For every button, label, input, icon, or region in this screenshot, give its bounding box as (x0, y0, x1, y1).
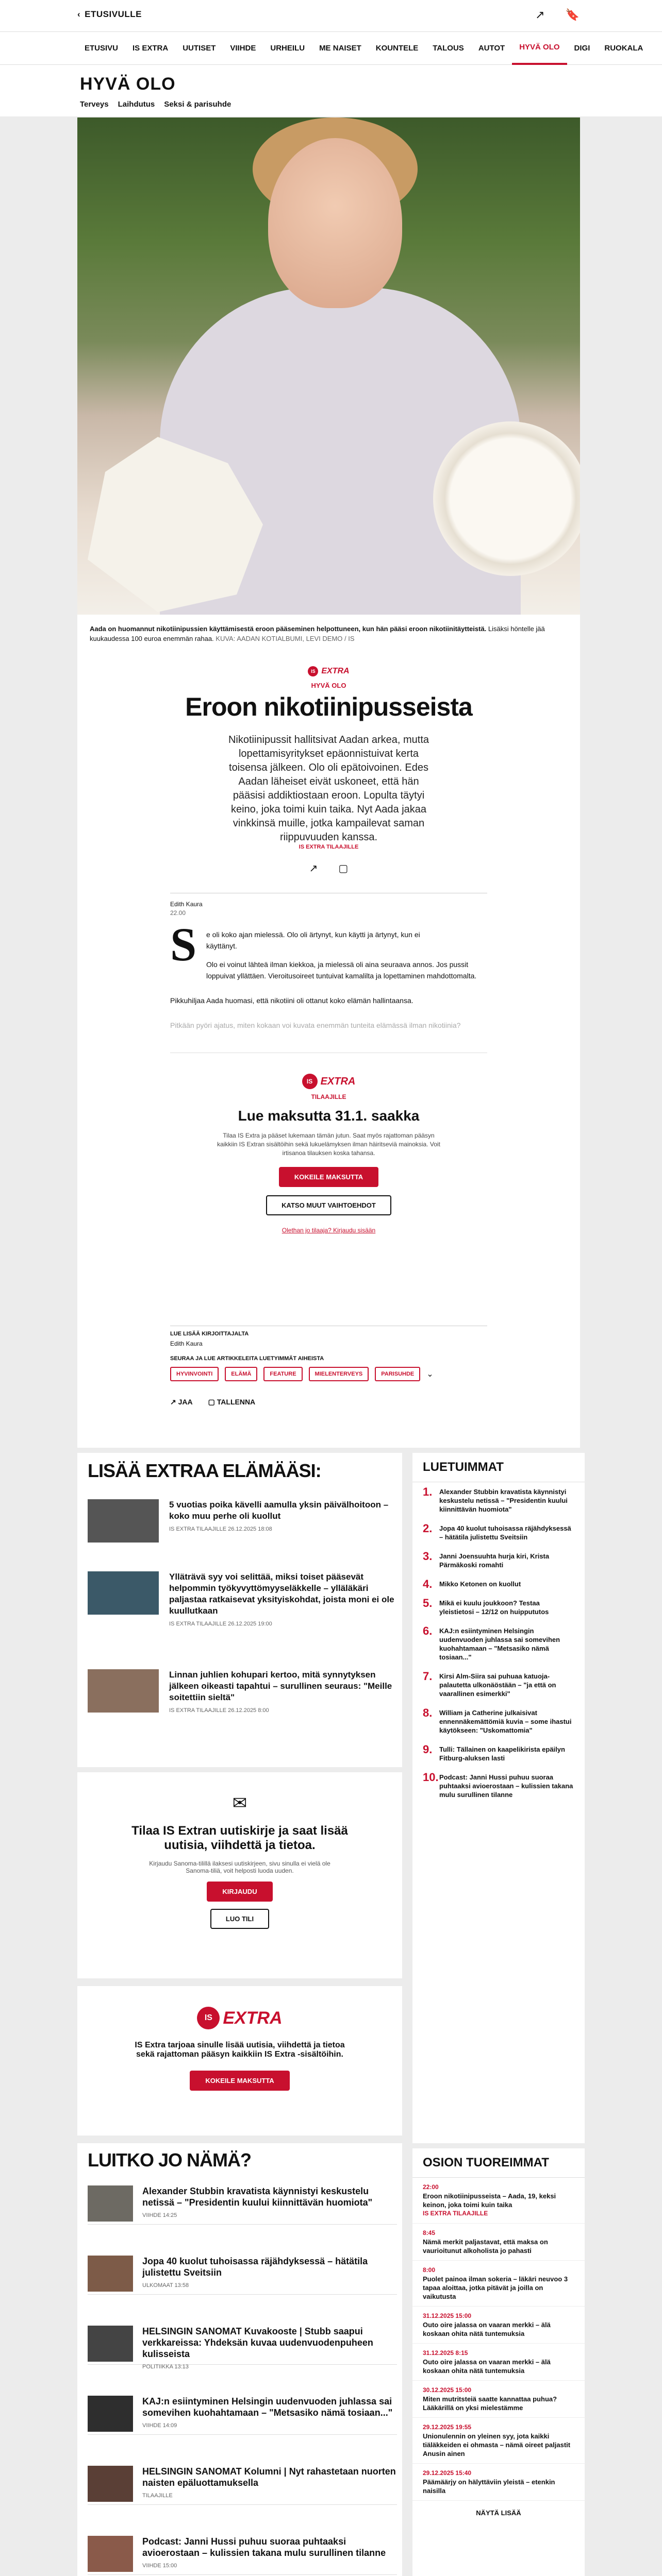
paragraph: e oli koko ajan mielessä. Olo oli ärtynyt, kun käytti ja ärtynyt, kun ei käyttänyt. (206, 930, 420, 950)
rank-number: 7. (423, 1670, 433, 1683)
nav-item[interactable]: RUOKALA (604, 44, 643, 53)
list-item-meta: TILAAJILLE (142, 2493, 173, 2499)
nav-item-active[interactable]: HYVÄ OLO (512, 32, 567, 65)
latest-title: Puolet painoa ilman sokeria – läkäri neuvoo 3 tapaa aloittaa, jotka pitävät ja joilla on vaikutusta (423, 2275, 568, 2300)
latest-item[interactable] (412, 2261, 585, 2307)
list-item-meta: VIIHDE 14:25 (142, 2212, 177, 2218)
latest-tag: IS EXTRA TILAAJILLE (423, 2210, 488, 2217)
chevron-down-icon[interactable]: ⌄ (426, 1370, 434, 1379)
list-item[interactable]: Ylläträvä syy voi selittää, miksi toiset pääsevät helpommin työkyvyttömyyseläkkelle – ylläläkäri paljastaa ratkaisevat yksityiskohdat, joista moni ei ole kuullutkaan IS EXTRA TILAAJILLE 26.12.2025 19:00 (88, 1571, 397, 1627)
paragraph-faded: Pitkään pyöri ajatus, miten kokaan voi kuvata enemmän tunteita elämässä ilman nikotiinia? (170, 1021, 461, 1029)
ranked-item-title: Jopa 40 kuolut tuhoisassa räjähdyksessä – hätätila julistettu Sveitsiin (439, 1524, 571, 1541)
list-item[interactable] (88, 2530, 397, 2575)
share-button[interactable]: ↗ JAA (170, 1398, 193, 1406)
latest-item[interactable] (412, 2418, 585, 2464)
tag[interactable]: MIELENTERVEYS (309, 1367, 369, 1381)
list-item-title: KAJ:n esiintyminen Helsingin uudenvuoden juhlassa sai somevihen kuohahtamaan – "Metsasiko nämä tosiaan..." (142, 2396, 393, 2418)
bookmark-icon[interactable]: 🔖 (565, 8, 580, 21)
rank-number: 1. (423, 1485, 433, 1498)
section-title: HYVÄ OLO (80, 74, 176, 94)
list-item-meta: VIIHDE 14:09 (142, 2422, 177, 2429)
ranked-item-title: Podcast: Janni Hussi puhuu suoraa puhtaaksi avioerostaan – kulissien takana mulu surullinen tilanne (439, 1773, 573, 1799)
ranked-item-title: William ja Catherine julkaisivat ennennäkemättömiä kuvia – some ihastui käytökseen: "Uskomattomia" (439, 1709, 572, 1734)
thumbnail (88, 2185, 133, 2222)
latest-item[interactable] (412, 2307, 585, 2344)
rank-number: 10. (423, 1771, 439, 1784)
latest-time: 31.12.2025 8:15 (423, 2349, 468, 2357)
rank-number: 3. (423, 1550, 433, 1563)
nav-item[interactable]: VIIHDE (230, 44, 256, 53)
ranked-item[interactable] (412, 1621, 585, 1667)
extra-label: IS EXTRA TILAAJILLE (299, 844, 359, 850)
login-button[interactable]: KIRJAUDU (207, 1882, 272, 1902)
tag[interactable]: ELÄMÄ (225, 1367, 257, 1381)
more-extra: LISÄÄ EXTRAA ELÄMÄÄSI: 5 vuotias poika kävelli aamulla yksin päivälhoitoon – koko muu perhe oli kuollut IS EXTRA TILAAJILLE 26.12.2025 18:08 Ylläträvä syy voi selittää, miksi toiset pääsevät helpommin työkyvyttömyyseläkkelle – ylläläkäri paljastaa ratkaisevat yksityiskohdat, joista moni ei ole kuullutkaan IS EXTRA TILAAJILLE 26.12.2025 19:00 Linnan juhlien kohupari kertoo, mitä synnytyksen jälkeen oikeasti tapahtui – surullinen seuraus: "Meille soitettiin sieltä" IS EXTRA TILAAJILLE 26.12.2025 8:00 (77, 1453, 402, 1767)
read-already: LUITKO JO NÄMÄ? Alexander Stubbin kravatista käynnistyi keskustelu netissä – "Presidentin kuului kiinnittävän huomiota" VIIHDE 14:25 Jopa 40 kuolut tuhoisassa räjähdyksessä – hätätila julistettu Sveitsiin ULKOMAAT 13:58 HELSINGIN SANOMAT Kuvakooste | Stubb saapui verkkareissa: Yhdeksän kuvaa uudenvuodenpuheen kulisseista POLITIIKKA 13:13 KAJ:n esiintyminen Helsingin uudenvuoden juhlassa sai somevihen kuohahtamaan – "Metsasiko nämä tosiaan..." VIIHDE 14:09 HELSINGIN SANOMAT Kolumni | Nyt rahastetaan nuorten naisten epäluottamuksella TILAAJILLE Podcast: Janni Hussi puhuu suoraa puhtaaksi avioerostaan – kulissien takana mulu surullinen tilanne VIIHDE 15:00 (77, 2143, 402, 2576)
latest-time: 22:00 (423, 2183, 439, 2191)
latest-time: 31.12.2025 15:00 (423, 2312, 472, 2319)
author[interactable]: Edith Kaura (170, 901, 203, 908)
sidebar: LUETUIMMAT 1. Alexander Stubbin kravatista käynnistyi keskustelu netissä – "Presidentin kuului kiinnittävän huomiota" 2. Jopa 40 kuolut tuhoisassa räjähdyksessä – hätätila julistettu Sveitsiin 3. Janni Joensuuhta hurja kiri, Krista Pärmäkoski romahti 4. Mikko Ketonen on kuollut 5. Mikä ei kuulu joukkoon? Testaa yleistietosi – 12/12 on huippututos 6. KAJ:n esiintyminen Helsingin uudenvuoden juhlassa sai somevihen kuohahtamaan – "Metsasiko nämä tosiaan..." 7. Kirsi Alm-Siira sai puhuaa katuoja-palautetta ulkonäöstään – "ja että on vaarallinen esimerkki" 8. William ja Catherine julkaisivat ennennäkemättömiä kuvia – some ihastui käytökseen: "Uskomattomia" 9. Tulli: Tällainen on kaapelikirista epäilyn Fitburg-aluksen lasti 10. Podcast: Janni Hussi puhuu suoraa puhtaaksi avioerostaan – kulissien takana mulu surullinen tilanne (412, 1453, 585, 2143)
ranked-item[interactable] (412, 1594, 585, 1621)
nav-item[interactable]: TALOUS (433, 44, 464, 53)
back-link[interactable]: ‹ ETUSIVULLE (77, 9, 142, 19)
latest-title: Nämä merkit paljastavat, että maksa on vaurioitunut alkoholista jo pahasti (423, 2238, 548, 2255)
create-account-button[interactable]: LUO TILI (210, 1909, 269, 1929)
subnav-item[interactable]: Terveys (80, 100, 109, 109)
save-button[interactable]: ▢ TALLENNA (208, 1398, 256, 1406)
login-link[interactable]: Olethan jo tilaaja? Kirjaudu sisään (282, 1227, 376, 1234)
ranked-item[interactable] (412, 1667, 585, 1703)
main-nav (0, 32, 662, 65)
extra-badge: IS EXTRA (308, 666, 349, 676)
list-item-title: HELSINGIN SANOMAT Kuvakooste | Stubb saapui verkkareissa: Yhdeksän kuvaa uudenvuodenpuheen kulisseista (142, 2326, 373, 2359)
nav-item[interactable]: ETUSIVU (85, 44, 119, 53)
rank-number: 2. (423, 1522, 433, 1535)
thumbnail (88, 2256, 133, 2292)
ranked-item-title: Janni Joensuuhta hurja kiri, Krista Pärmäkoski romahti (439, 1552, 550, 1569)
latest-title: Eroon nikotiinipusseista – Aada, 19, keksi keinon, joka toimi kuin taika (423, 2192, 556, 2209)
latest-title: Outo oire jalassa on vaaran merkki – älä koskaan ohita nätä tuntemuksia (423, 2358, 551, 2375)
article-lead: Nikotiinipussit hallitsivat Aadan arkea, mutta lopettamisyritykset epäonnistuivat kerta toisensa jälkeen. Olo oli epätoivoinen. Edes Aadan läheiset eivät uskoneet, että hän pääsisi addiktiostaan eroon. Lopulta täytyi keino, joka toimi kuin taika. Nyt Aada jakaa vinkkinsä muille, jotka kampailevat saman riippuvuuden kanssa. (228, 734, 429, 843)
latest-time: 8:00 (423, 2266, 436, 2274)
nav-item[interactable]: DIGI (574, 44, 590, 53)
ranked-item[interactable] (412, 1482, 585, 1519)
latest-item[interactable] (412, 2178, 585, 2224)
nav-item[interactable]: AUTOT (478, 44, 505, 53)
extra-promo: IS EXTRA IS Extra tarjoaa sinulle lisää uutisia, viihdettä ja tietoa sekä rajattoman pääsyn kaikkiin IS Extra -sisältöihin. KOKEILE MAKSUTTA (77, 1986, 402, 2136)
latest-item[interactable] (412, 2381, 585, 2418)
thumbnail (88, 2466, 133, 2502)
list-item[interactable]: Linnan juhlien kohupari kertoo, mitä synnytyksen jälkeen oikeasti tapahtui – surullinen seuraus: "Meille soitettiin sieltä" IS EXTRA TILAAJILLE 26.12.2025 8:00 (88, 1669, 397, 1714)
thumbnail (88, 2326, 133, 2362)
paywall: IS EXTRA TILAAJILLE Lue maksutta 31.1. saakka Tilaa IS Extra ja pääset lukemaan tämän jutun. Saat myös rajattoman pääsyn kaikkiin IS Extran sisältöihin sekä lukuelämyksen ilman häiritseviä mainoksia. Voit irtisanoa tilauksen koska tahansa. KOKEILE MAKSUTTA KATSO MUUT VAIHTOEHDOT Olethan jo tilaaja? Kirjaudu sisään (170, 1053, 487, 1315)
list-item-title: HELSINGIN SANOMAT Kolumni | Nyt rahastetaan nuorten naisten epäluottamuksella (142, 2466, 396, 2488)
article-title: Eroon nikotiinipusseista (185, 692, 472, 721)
ranked-item-title: Mikko Ketonen on kuollut (439, 1580, 521, 1588)
subnav-item[interactable]: Seksi & parisuhde (164, 100, 231, 109)
list-item[interactable]: 5 vuotias poika kävelli aamulla yksin päivälhoitoon – koko muu perhe oli kuollut IS EXTRA TILAAJILLE 26.12.2025 18:08 (88, 1499, 397, 1543)
nav-item[interactable]: KOUNTELE (375, 44, 419, 53)
ranked-item[interactable] (412, 1740, 585, 1768)
article: IS EXTRA HYVÄ OLO Eroon nikotiinipusseista Nikotiinipussit hallitsivat Aadan arkea, mutta lopettamisyritykset epäonnistuivat kerta toisensa jälkeen. Olo oli epätoivoinen. Edes Aadan läheiset eivät uskoneet, että hän pääsisi addiktiostaan eroon. Lopulta täytyi keino, joka toimi kuin taika. Nyt Aada jakaa vinkkinsä muille, jotka kampailevat saman riippuvuuden kanssa. IS EXTRA TILAAJILLE ↗ ▢ Edith Kaura 22.00 S e oli koko ajan mielessä. Olo oli ärtynyt, kun käytti ja ärtynyt, kun ei käyttänyt. Olo ei voinut lähteä ilman kiekkoa, ja mielessä oli aina seuraava annos. Jos pussit loppuivat yllättäen. Vieroitusoireet tuntuivat kamalilta ja lopettaminen mahdottomalta. Pikkuhiljaa Aada huomasi, että nikotiini oli ottanut koko elämän hallintaansa. Pitkään pyöri ajatus, miten kokaan voi kuvata enemmän tunteita elämässä ilman nikotiinia? IS EXTRA TILAAJILLE Lue maksutta 31.1. saakka Tilaa IS Extra ja pääset lukemaan tämän jutun. Saat myös rajattoman pääsyn kaikkiin IS Extran sisältöihin sekä lukuelämyksen ilman häiritseviä mainoksia. Voit irtisanoa tilauksen koska tahansa. KOKEILE MAKSUTTA KATSO MUUT VAIHTOEHDOT Olethan jo tilaaja? Kirjaudu sisään LUE LISÄÄ KIRJOITTAJALTA Edith Kaura SEURAA JA LUE ARTIKKELEITA LUETYIMMÄT AIHEISTA HYVINVOINTI ELÄMÄ FEATURE MIELENTERVEYS PARISUHDE ⌄ ↗ JAA ▢ TALLENNA (77, 656, 580, 1448)
rank-number: 9. (423, 1743, 433, 1756)
list-item-title: Alexander Stubbin kravatista käynnistyi keskustelu netissä – "Presidentin kuului kiinnittävän huomiota" (142, 2186, 373, 2208)
image-caption: Aada on huomannut nikotiinipussien käyttämisestä eroon pääseminen helpottuneen, kun hän pääsi eroon nikotiinitäytteistä. Lisäksi höntelle jää kuukaudessa 100 euroa enemmän rahaa. KUVA: AADAN KOTIALBUMI, LEVI DEMO / IS (77, 615, 580, 656)
latest-time: 29.12.2025 15:40 (423, 2469, 472, 2477)
ranked-item-title: Tulli: Tällainen on kaapelikirista epäilyn Fitburg-aluksen lasti (439, 1745, 565, 1762)
chevron-left-icon: ‹ (77, 9, 81, 19)
latest-item[interactable] (412, 2464, 585, 2501)
latest-time: 30.12.2025 15:00 (423, 2386, 472, 2394)
ranked-item[interactable] (412, 1768, 585, 1804)
try-free-button[interactable]: KOKEILE MAKSUTTA (279, 1167, 378, 1187)
nav-item[interactable]: URHEILU (270, 44, 305, 53)
latest-title: Miten mutritsteiä saatte kannattaa puhua? Lääkärillä on yksi mielestämme (423, 2395, 557, 2412)
tag[interactable]: PARISUHDE (375, 1367, 420, 1381)
ranked-item[interactable] (412, 1574, 585, 1594)
list-item[interactable] (88, 2249, 397, 2295)
subnav-item[interactable]: Laihdutus (118, 100, 155, 109)
mail-icon: ✉ (232, 1793, 247, 1813)
rank-number: 6. (423, 1624, 433, 1637)
list-item[interactable] (88, 2319, 397, 2370)
list-item-title: Podcast: Janni Hussi puhuu suoraa puhtaaksi avioerostaan – kulissien takana mulu surullinen tilanne (142, 2536, 386, 2558)
paragraph: Pikkuhiljaa Aada huomasi, että nikotiini oli ottanut koko elämän hallintaansa. (170, 996, 413, 1005)
nav-item[interactable]: IS EXTRA (133, 44, 169, 53)
author-link[interactable]: Edith Kaura (170, 1340, 203, 1347)
ranked-item[interactable] (412, 1703, 585, 1740)
rank-number: 5. (423, 1597, 433, 1609)
ranked-item[interactable] (412, 1547, 585, 1574)
list-item-meta: POLITIIKKA 13:13 (142, 2364, 189, 2370)
latest-title: Outo oire jalassa on vaaran merkki – älä koskaan ohita nätä tuntemuksia (423, 2321, 551, 2337)
latest-title: Unionulennin on yleinen syy, jota kaikki tiäläkkeiden ei ohmasta – nämä oireet paljastit Anusin ainen (423, 2432, 571, 2458)
top-bar (0, 0, 662, 32)
list-item[interactable] (88, 2179, 397, 2225)
thumbnail (88, 2536, 133, 2572)
nav-item[interactable]: ME NAISET (319, 44, 361, 53)
thumbnail (88, 2396, 133, 2432)
list-item-title: Jopa 40 kuolut tuhoisassa räjähdyksessä – hätätila julistettu Sveitsiin (142, 2256, 368, 2278)
latest-time: 29.12.2025 19:55 (423, 2424, 472, 2431)
ranked-item-title: Alexander Stubbin kravatista käynnistyi keskustelu netissä – "Presidentin kuului kiinnittävän huomiota" (439, 1488, 568, 1513)
share-icon[interactable]: ↗ (309, 863, 318, 874)
ranked-item-title: Kirsi Alm-Siira sai puhuaa katuoja-palautetta ulkonäöstään – "ja että on vaarallinen esimerkki" (439, 1672, 556, 1698)
newsletter: ✉ Tilaa IS Extran uutiskirje ja saat lisää uutisia, viihdettä ja tietoa. Kirjaudu Sanoma-tilillä ilaksesi uutiskirjeen, sivu sinulla ei vielä ole Sanoma-tiliä, voit helposti luoda uuden. KIRJAUDU LUO TILI (77, 1772, 402, 1978)
ranked-item-title: KAJ:n esiintyminen Helsingin uudenvuoden juhlassa sai somevihen kuohahtamaan – "Metsasiko nämä tosiaan..." (439, 1627, 560, 1661)
list-item-meta: VIIHDE 15:00 (142, 2563, 177, 2569)
tag[interactable]: HYVINVOINTI (170, 1367, 219, 1381)
other-options-button[interactable]: KATSO MUUT VAIHTOEHDOT (266, 1195, 391, 1215)
share-icon[interactable]: ↗ (535, 8, 545, 21)
list-item-meta: ULKOMAAT 13:58 (142, 2282, 189, 2289)
date: 22.00 (170, 909, 186, 917)
paragraph: Olo ei voinut lähteä ilman kiekkoa, ja mielessä oli aina seuraava annos. Jos pussit loppuivat yllättäen. Vieroitusoireet tuntuivat kamalilta ja lopettaminen mahdottomalta. (206, 960, 477, 980)
latest-item[interactable] (412, 2344, 585, 2381)
try-free-button[interactable]: KOKEILE MAKSUTTA (190, 2071, 289, 2091)
latest-item[interactable] (412, 2224, 585, 2261)
section-header (0, 65, 662, 116)
hero-image (77, 117, 580, 615)
ranked-item[interactable] (412, 1519, 585, 1547)
rank-number: 8. (423, 1706, 433, 1719)
nav-item[interactable]: UUTISET (183, 44, 216, 53)
latest-sidebar: OSION TUOREIMMAT 22:00 Eroon nikotiinipusseista – Aada, 19, keksi keinon, joka toimi kuin taika IS EXTRA TILAAJILLE 8:45 Nämä merkit paljastavat, että maksa on vaurioitunut alkoholista jo pahasti 8:00 Puolet painoa ilman sokeria – läkäri neuvoo 3 tapaa aloittaa, jotka pitävät ja joilla on vaikutusta 31.12.2025 15:00 Outo oire jalassa on vaaran merkki – älä koskaan ohita nätä tuntemuksia 31.12.2025 8:15 Outo oire jalassa on vaaran merkki – älä koskaan ohita nätä tuntemuksia 30.12.2025 15:00 Miten mutritsteiä saatte kannattaa puhua? Lääkärillä on yksi mielestämme 29.12.2025 19:55 Unionulennin on yleinen syy, jota kaikki tiäläkkeiden ei ohmasta – nämä oireet paljastit Anusin ainen 29.12.2025 15:40 Päämäärjy on hälyttäviin yleistä – etenkin naisilla NÄYTÄ LISÄÄ (412, 2148, 585, 2576)
list-item[interactable] (88, 2389, 397, 2435)
rank-number: 4. (423, 1578, 433, 1590)
list-item[interactable] (88, 2460, 397, 2505)
drop-cap: S (170, 918, 197, 971)
paywall-title: Lue maksutta 31.1. saakka (238, 1108, 420, 1124)
ranked-item-title: Mikä ei kuulu joukkoon? Testaa yleistietosi – 12/12 on huippututos (439, 1599, 549, 1616)
kicker: HYVÄ OLO (311, 682, 346, 689)
tag[interactable]: FEATURE (263, 1367, 302, 1381)
bookmark-icon[interactable]: ▢ (338, 863, 349, 874)
latest-time: 8:45 (423, 2229, 436, 2236)
latest-title: Päämäärjy on hälyttäviin yleistä – etenkin naisilla (423, 2478, 555, 2495)
show-more-button[interactable]: NÄYTÄ LISÄÄ (476, 2509, 521, 2517)
